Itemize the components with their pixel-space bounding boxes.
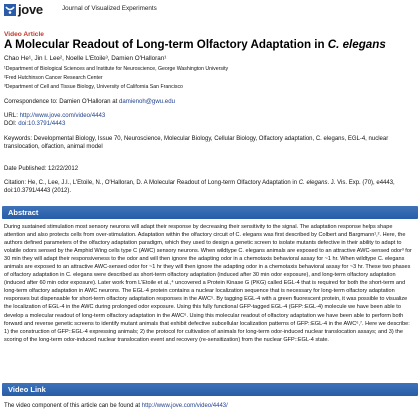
url-line [4, 112, 105, 120]
header [4, 3, 416, 19]
authors: Chao He¹, Jin I. Lee², Noelle L'Etoile³, Damien O'Halloran¹ [4, 55, 167, 62]
correspondence-email-link[interactable]: damienoh@gwu.edu [118, 98, 175, 105]
title-text: A Molecular Readout of Long-term Olfactory Adaptation in [4, 38, 328, 51]
citation-text: Citation: He, C., Lee, J.I., L'Etoile, N., O'Halloran, D. A Molecular Readout of Long-term Olfactory Adaptation in [4, 180, 299, 186]
doi-link[interactable]: doi:10.3791/4443 [18, 120, 66, 128]
article-url-link[interactable]: http://www.jove.com/video/4443 [19, 112, 106, 119]
video-text-label: The video component of this article can be found at [4, 403, 142, 409]
video-link-text [4, 403, 228, 409]
doi-label: DOI: [4, 120, 19, 128]
jove-logo[interactable] [4, 3, 43, 17]
article-type: Video Article [4, 31, 44, 38]
affiliation-1: ¹Department of Biological Sciences and Institute for Neuroscience, George Washington University [4, 66, 229, 72]
url-label: URL: [4, 112, 20, 119]
video-url-link[interactable]: http://www.jove.com/video/4443/ [141, 403, 228, 409]
citation-journal: . J. Vis. Exp. (70), e4443, doi:10.3791/4443 (2012). [4, 180, 395, 194]
title-species: C. elegans [327, 38, 386, 51]
keywords: Keywords: Developmental Biology, Issue 70, Neuroscience, Molecular Biology, Cellular Biology, Olfactory adaptation, C. elegans, EGL-4, nuclear translocation, olfaction, animal model [4, 136, 389, 150]
jove-logo-icon [4, 4, 16, 16]
correspondence [4, 98, 175, 105]
logo-text: jove [18, 2, 43, 17]
affiliation-3: ³Department of Cell and Tissue Biology, University of California San Francisco [4, 84, 183, 90]
video-link-section-bar [2, 383, 418, 396]
date-published: Date Published: 12/22/2012 [4, 166, 79, 172]
abstract-body [4, 223, 415, 344]
affiliation-2: ²Fred Hutchinson Cancer Research Center [4, 75, 103, 81]
article-title [4, 38, 416, 52]
abstract-section-bar [2, 206, 418, 219]
citation-species: C. elegans [298, 180, 328, 186]
journal-name: Journal of Visualized Experiments [62, 5, 157, 12]
abstract-heading: Abstract [8, 207, 39, 217]
abstract-text: During sustained stimulation most sensory neurons will adapt their response by decreasing their sensitivity to the signal. The adaptation response helps shape attention and also protects cells from over-stimulation. Adaptation within the olfactory circuit of C. elegans was first described by Colbert and Bargmann¹,². Here, the authors defined parameters of the olfactory adaptation paradigm, which they used to design a genetic screen to isolate mutants defective in their ability to adapt to volatile odors sensed by the Amphid Wing cells type C (AWC) sensory neurons. When wildtype C. elegans animals are exposed to an attractive AWC-sensed odor³ for 30 min they will adapt their responsiveness to the odor and will then ignore the adapting odor in a chemotaxis behavioral assay for ~1 hr. When wildtype C. elegans animals are exposed to an attractive AWC-sensed odor for ~1 hr they will then ignore the adapting odor in a chemotaxis behavioral assay for ~3 hr. These two phases of olfactory adaptation in C. elegans were described as short-term olfactory adaptation (induced after 30 min odor exposure), and long-term olfactory adaptation (induced after 60 min odor exposure). Later work from L'Etoile et al.,⁴ uncovered a Protein Kinase G (PKG) called EGL-4 that is required for both the short-term and long-term olfactory adaptation in AWC neurons. The EGL-4 protein contains a nuclear localization sequence that is necessary for long-term olfactory adaptation responses but dispensable for short-term olfactory adaptation responses in the AWC⁵. By tagging EGL-4 with a green fluorescent protein, it was possible to visualize the localization of EGL-4 in the AWC during prolonged odor exposure. Using this fully functional GFP-tagged EGL-4 (GFP::EGL-4) molecule we have been able to develop a molecular readout of long-term olfactory adaptation in the AWC⁶. Using this molecular readout of olfactory adaptation we have been able to perform both forward and reverse genetic screens to identify mutant animals that exhibit defective subcellular localization patterns of GFP::EGL-4 in the AWC⁶,⁷. Here we describe: 1) the construction of GFP::EGL-4 expressing animals; 2) the protocol for cultivation of animals for long-term odor-induced nuclear translocation assays; and 3) the scoring of the long-term odor-induced nuclear translocation event and recovery (re-sensitization) from the nuclear GFP::EGL-4 state. [4, 224, 412, 343]
video-link-heading: Video Link [8, 384, 46, 394]
correspondence-label: Correspondence to: Damien O'Halloran at [4, 98, 119, 105]
citation [4, 180, 414, 196]
doi-line [4, 120, 105, 128]
url-doi-block [4, 112, 105, 128]
